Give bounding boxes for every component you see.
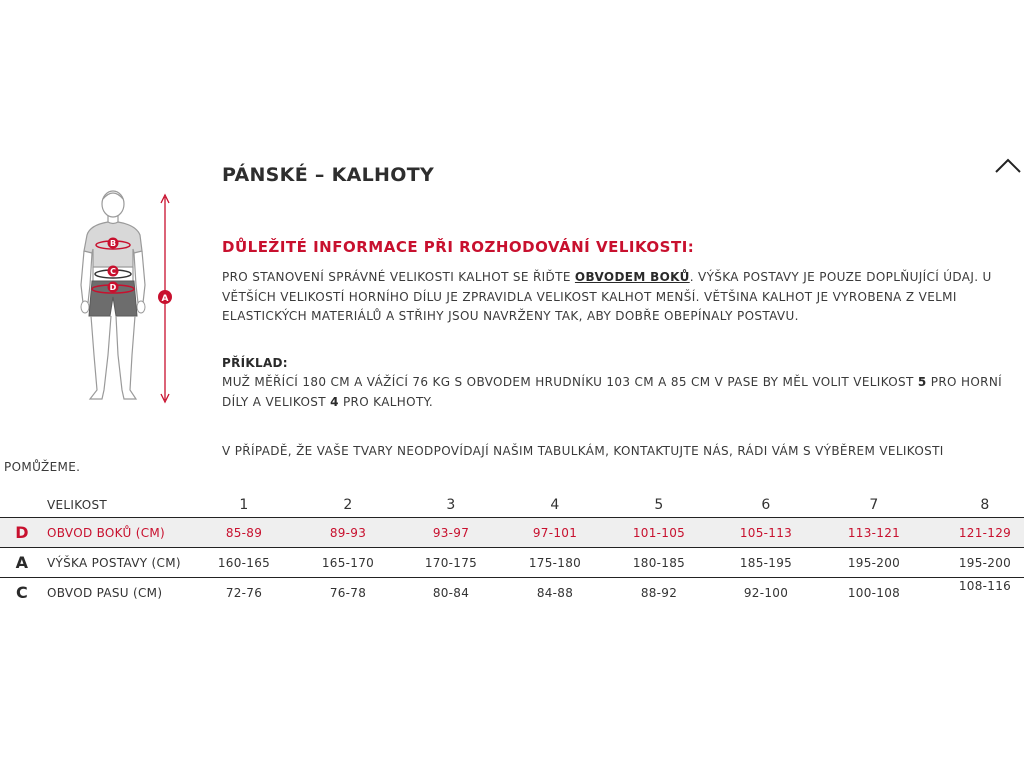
row-label: VÝŠKA POSTAVY (CM) <box>47 555 181 570</box>
table-cell: 170-175 <box>424 555 478 570</box>
table-cell: 84-88 <box>536 585 574 600</box>
table-cell: 195-200 <box>958 555 1012 570</box>
marker-c: C <box>110 267 116 276</box>
page-title: PÁNSKÉ – KALHOTY <box>222 164 435 186</box>
size-header: 7 <box>869 496 879 513</box>
table-cell: 195-200 <box>847 555 901 570</box>
example-label: PŘÍKLAD: <box>222 356 288 370</box>
table-cell: 160-165 <box>217 555 271 570</box>
marker-d: D <box>109 283 117 292</box>
table-header-row <box>0 492 1024 517</box>
table-row-hips <box>0 517 1024 548</box>
example-top-size: 5 <box>917 375 927 389</box>
table-cell: 80-84 <box>432 585 470 600</box>
table-cell: 105-113 <box>739 525 793 540</box>
table-cell: 85-89 <box>225 525 263 540</box>
example-pants-size: 4 <box>330 394 339 409</box>
table-row-height <box>0 548 1024 578</box>
table-cell: 180-185 <box>632 555 686 570</box>
table-cell: 88-92 <box>640 585 678 600</box>
size-header: 5 <box>654 496 664 513</box>
table-cell: 113-121 <box>847 525 901 540</box>
instructions-text-1: PRO STANOVENÍ SPRÁVNÉ VELIKOSTI KALHOT SE ŘIĎTE <box>222 270 575 284</box>
size-header-label: VELIKOST <box>47 497 108 512</box>
size-header: 6 <box>761 496 771 513</box>
contact-text-continued: POMŮŽEME. <box>4 460 81 474</box>
row-label: OBVOD PASU (CM) <box>47 585 163 600</box>
instructions-text-2: . VÝŠKA POSTAVY JE POUZE DOPLŇUJÍCÍ ÚDAJ. U VĚTŠÍCH VELIKOSTÍ HORNÍHO DÍLU JE ZPRAVIDLA VELIKOST KALHOT MENŠÍ. VĚTŠINA KALHOT JE VYROBENA Z VELMI ELASTICKÝCH MATERIÁLŮ A STŘIHY JSOU NAVRŽENY TAK, ABY DOBŘE OBEPÍNALY POSTAVU. <box>222 270 992 323</box>
marker-b: B <box>109 239 117 248</box>
size-table <box>0 492 1024 607</box>
size-header: 4 <box>550 496 560 513</box>
table-cell: 89-93 <box>329 525 367 540</box>
body-figure-illustration <box>70 185 185 410</box>
table-cell: 165-170 <box>321 555 375 570</box>
table-cell: 72-76 <box>225 585 263 600</box>
size-header: 3 <box>446 496 456 513</box>
size-header: 1 <box>239 496 249 513</box>
table-cell: 97-101 <box>532 525 578 540</box>
table-cell: 185-195 <box>739 555 793 570</box>
contact-text: V PŘÍPADĚ, ŽE VAŠE TVARY NEODPOVÍDAJÍ NAŠIM TABULKÁM, KONTAKTUJTE NÁS, RÁDI VÁM S VÝBĚREM VELIKOSTI <box>222 444 944 458</box>
table-cell: 92-100 <box>743 585 789 600</box>
row-label: OBVOD BOKŮ (CM) <box>47 525 166 540</box>
row-letter: D <box>15 523 29 542</box>
table-cell: 175-180 <box>528 555 582 570</box>
table-cell: 121-129 <box>958 525 1012 540</box>
body-measurement-figure <box>70 185 185 410</box>
size-header: 2 <box>343 496 353 513</box>
collapse-button[interactable] <box>994 156 1022 176</box>
row-letter: A <box>15 553 29 572</box>
important-info-heading: DŮLEŽITÉ INFORMACE PŘI ROZHODOVÁNÍ VELIKOSTI: <box>222 238 695 256</box>
table-cell: 100-108 <box>847 585 901 600</box>
example-text-1: MUŽ MĚŘÍCÍ 180 CM A VÁŽÍCÍ 76 KG S OBVODEM HRUDNÍKU 103 CM A 85 CM V PASE BY MĚL VOLIT VELIKOST <box>222 375 918 389</box>
table-row-waist <box>0 578 1024 607</box>
size-header: 8 <box>980 496 990 513</box>
row-letter: C <box>15 583 29 602</box>
table-cell: 76-78 <box>329 585 367 600</box>
example-text <box>222 373 1022 412</box>
marker-a: A <box>161 294 169 304</box>
example-text-2: PRO HORNÍ DÍLY A VELIKOST <box>222 375 1003 409</box>
example-text-3: PRO KALHOTY. <box>338 394 434 409</box>
chevron-up-icon <box>994 156 1022 176</box>
sizing-instructions <box>222 268 1022 327</box>
table-cell: 108-116 <box>958 579 1012 593</box>
table-cell: 101-105 <box>632 525 686 540</box>
table-cell: 93-97 <box>432 525 470 540</box>
instructions-emphasis: OBVODEM BOKŮ <box>574 270 690 284</box>
